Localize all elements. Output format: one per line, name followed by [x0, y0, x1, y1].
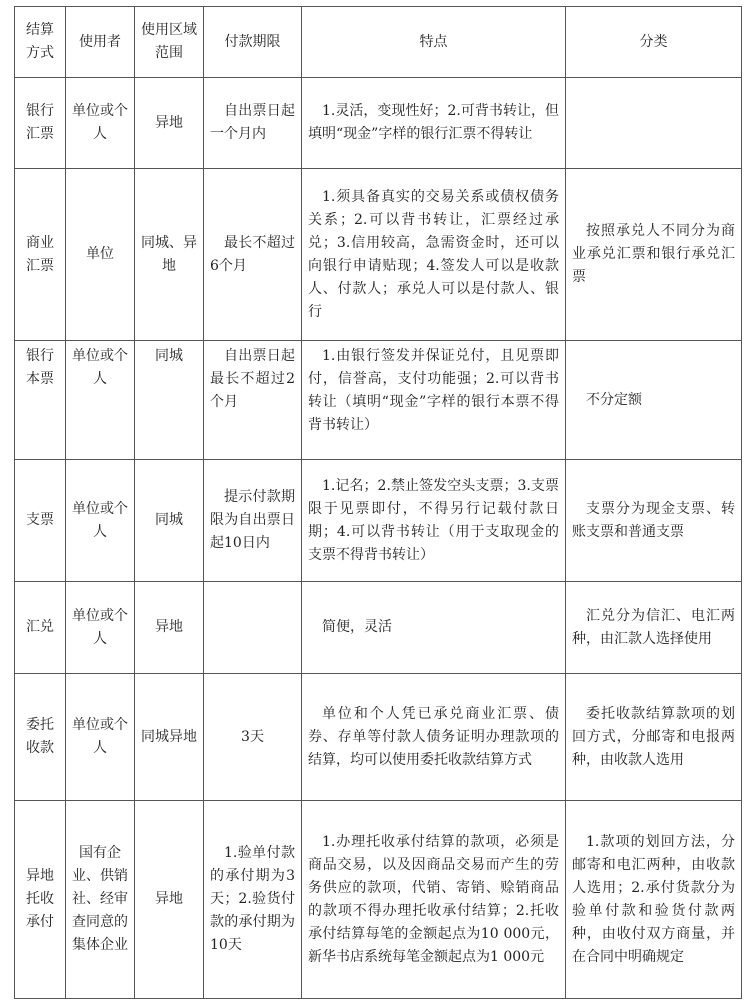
- cell-features: 1.须具备真实的交易关系或债权债务关系；2.可以背书转让，汇票经过承兑；3.信用较高，急需资金时，还可以向银行申请贴现；4.签发人可以是收款人、付款人；承兑人可以是付款人、银行: [302, 169, 566, 341]
- cell-category: 委托收款结算款项的划回方式，分邮寄和电报两种，由收款人选用: [566, 674, 742, 801]
- header-features: 特点: [302, 7, 566, 78]
- cell-period: 提示付款期限为自出票日起10日内: [204, 460, 302, 582]
- cell-user: 单位: [66, 169, 135, 341]
- cell-features: 1.由银行签发并保证兑付，且见票即付，信誉高，支付功能强；2.可以背书转让（填明“现金”字样的银行本票不得背书转让）: [302, 341, 566, 460]
- cell-period: [204, 582, 302, 674]
- cell-method: 支票: [15, 460, 66, 582]
- cell-region: 同城、异地: [135, 169, 204, 341]
- table-row: [15, 582, 742, 674]
- cell-region: 异地: [135, 582, 204, 674]
- header-category: 分类: [566, 7, 742, 78]
- cell-region: 异地: [135, 801, 204, 999]
- cell-user: 国有企业、供销社、经审查同意的集体企业: [66, 801, 135, 999]
- cell-features: 简便，灵活: [302, 582, 566, 674]
- cell-category: 不分定额: [566, 341, 742, 460]
- cell-method: 商业汇票: [15, 169, 66, 341]
- cell-region: 同城: [135, 341, 204, 460]
- cell-category: 1.款项的划回方法，分邮寄和电汇两种，由收款人选用；2.承付货款分为验单付款和验货付款两种，由收付双方商量，并在合同中明确规定: [566, 801, 742, 999]
- cell-user: 单位或个人: [66, 460, 135, 582]
- cell-category: 汇兑分为信汇、电汇两种，由汇款人选择使用: [566, 582, 742, 674]
- table-row: [15, 801, 742, 999]
- cell-features: 单位和个人凭已承兑商业汇票、债券、存单等付款人债务证明办理款项的结算，均可以使用委托收款结算方式: [302, 674, 566, 801]
- cell-features: 1.灵活，变现性好；2.可背书转让，但填明“现金”字样的银行汇票不得转让: [302, 78, 566, 169]
- table-row: [15, 460, 742, 582]
- cell-user: 单位或个人: [66, 341, 135, 460]
- cell-period: 3天: [204, 674, 302, 801]
- cell-period: 最长不超过6个月: [204, 169, 302, 341]
- cell-period: 自出票日起最长不超过2个月: [204, 341, 302, 460]
- header-method: 结算方式: [15, 7, 66, 78]
- cell-region: 同城: [135, 460, 204, 582]
- header-period: 付款期限: [204, 7, 302, 78]
- table-row: [15, 78, 742, 169]
- cell-features: 1.办理托收承付结算的款项，必须是商品交易，以及因商品交易而产生的劳务供应的款项，代销、寄销、赊销商品的款项不得办理托收承付结算；2.托收承付结算每笔的金额起点为10 000元，新华书店系统每笔金额起点为1 000元: [302, 801, 566, 999]
- header-region: 使用区域范围: [135, 7, 204, 78]
- header-user: 使用者: [66, 7, 135, 78]
- cell-method: 银行本票: [15, 341, 66, 460]
- settlement-methods-table: [14, 6, 742, 999]
- cell-user: 单位或个人: [66, 582, 135, 674]
- cell-method: 汇兑: [15, 582, 66, 674]
- cell-method: 委托收款: [15, 674, 66, 801]
- cell-region: 同城异地: [135, 674, 204, 801]
- cell-period: 1.验单付款的承付期为3天；2.验货付款的承付期为10天: [204, 801, 302, 999]
- cell-method: 银行汇票: [15, 78, 66, 169]
- cell-category: 支票分为现金支票、转账支票和普通支票: [566, 460, 742, 582]
- cell-category: [566, 78, 742, 169]
- cell-method: 异地托收承付: [15, 801, 66, 999]
- table-row: [15, 169, 742, 341]
- header-row: [15, 7, 742, 78]
- cell-category: 按照承兑人不同分为商业承兑汇票和银行承兑汇票: [566, 169, 742, 341]
- cell-period: 自出票日起一个月内: [204, 78, 302, 169]
- cell-user: 单位或个人: [66, 674, 135, 801]
- table-row: [15, 341, 742, 460]
- cell-user: 单位或个人: [66, 78, 135, 169]
- cell-region: 异地: [135, 78, 204, 169]
- cell-features: 1.记名；2.禁止签发空头支票；3.支票限于见票即付，不得另行记载付款日期；4.可以背书转让（用于支取现金的支票不得背书转让）: [302, 460, 566, 582]
- table-row: [15, 674, 742, 801]
